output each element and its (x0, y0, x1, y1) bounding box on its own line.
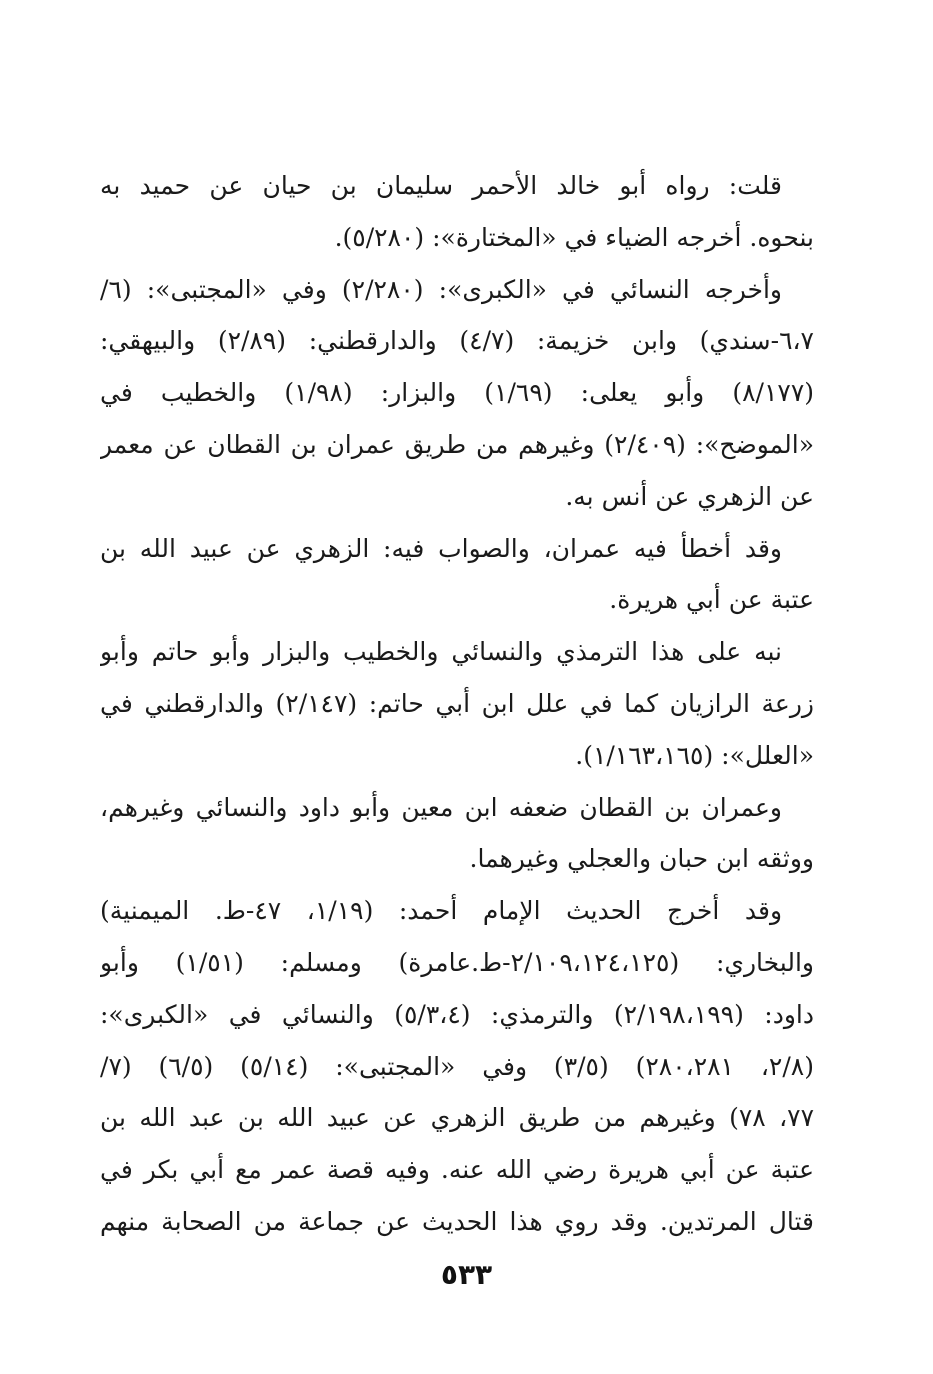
text-line-5: (٨/١٧٧) وأبو يعلى: (١/٦٩) والبزار: (١/٩٨) والخطيب في (100, 378, 814, 408)
text-line-18: (٢/٨، ٢٨٠،٢٨١) (٣/٥) وفي «المجتبى»: (٥/١٤) (٦/٥) (٧/ (100, 1051, 814, 1081)
body-text (100, 160, 814, 1248)
text-line-2: بنحوه. أخرجه الضياء في «المختارة»: (٥/٢٨٠). (334, 222, 814, 252)
text-line-15: وقد أخرج الحديث الإمام أحمد: (١/١٩، ٤٧-ط. الميمنية) (100, 896, 783, 926)
text-line-4: ٦،٧-سندي) وابن خزيمة: (٤/٧) والدارقطني: (٢/٨٩) والبيهقي: (100, 326, 814, 356)
text-line-6: «الموضح»: (٢/٤٠٩) وغيرهم من طريق عمران بن القطان عن معمر (100, 429, 814, 459)
page-number: ٥٣٣ (440, 1258, 493, 1291)
text-line-7: عن الزهري عن أنس به. (565, 481, 814, 511)
text-line-11: زرعة الرازيان كما في علل ابن أبي حاتم: (٢/١٤٧) والدارقطني في (100, 688, 814, 718)
text-line-1: قلت: رواه أبو خالد الأحمر سليمان بن حيان عن حميد به (100, 171, 782, 200)
text-line-9: عتبة عن أبي هريرة. (609, 585, 814, 615)
text-line-17: داود: (٢/١٩٨،١٩٩) والترمذي: (٥/٣،٤) والنسائي في «الكبرى»: (100, 999, 814, 1029)
text-line-20: عتبة عن أبي هريرة رضي الله عنه. وفيه قصة عمر مع أبي بكر في (100, 1155, 814, 1185)
text-line-3: وأخرجه النسائي في «الكبرى»: (٢/٢٨٠) وفي «المجتبى»: (٦/ (100, 274, 782, 304)
text-line-8: وقد أخطأ فيه عمران، والصواب فيه: الزهري عن عبيد الله بن (100, 533, 782, 563)
text-line-13: وعمران بن القطان ضعفه ابن معين وأبو داود والنسائي وغيرهم، (100, 792, 782, 822)
text-line-10: نبه على هذا الترمذي والنسائي والخطيب والبزار وأبو حاتم وأبو (100, 637, 782, 667)
text-line-14: ووثقه ابن حبان والعجلي وغيرهما. (469, 844, 814, 874)
text-line-12: «العلل»: (١/١٦٣،١٦٥). (575, 740, 814, 770)
text-line-16: والبخاري: (٢/١٠٩،١٢٤،١٢٥-ط.عامرة) ومسلم: (١/٥١) وأبو (100, 947, 814, 977)
text-line-19: ٧٧، ٧٨) وغيرهم من طريق الزهري عن عبيد الله بن عبد الله بن (100, 1103, 814, 1133)
text-line-21: قتال المرتدين. وقد روي هذا الحديث عن جماعة من الصحابة منهم (100, 1206, 814, 1236)
